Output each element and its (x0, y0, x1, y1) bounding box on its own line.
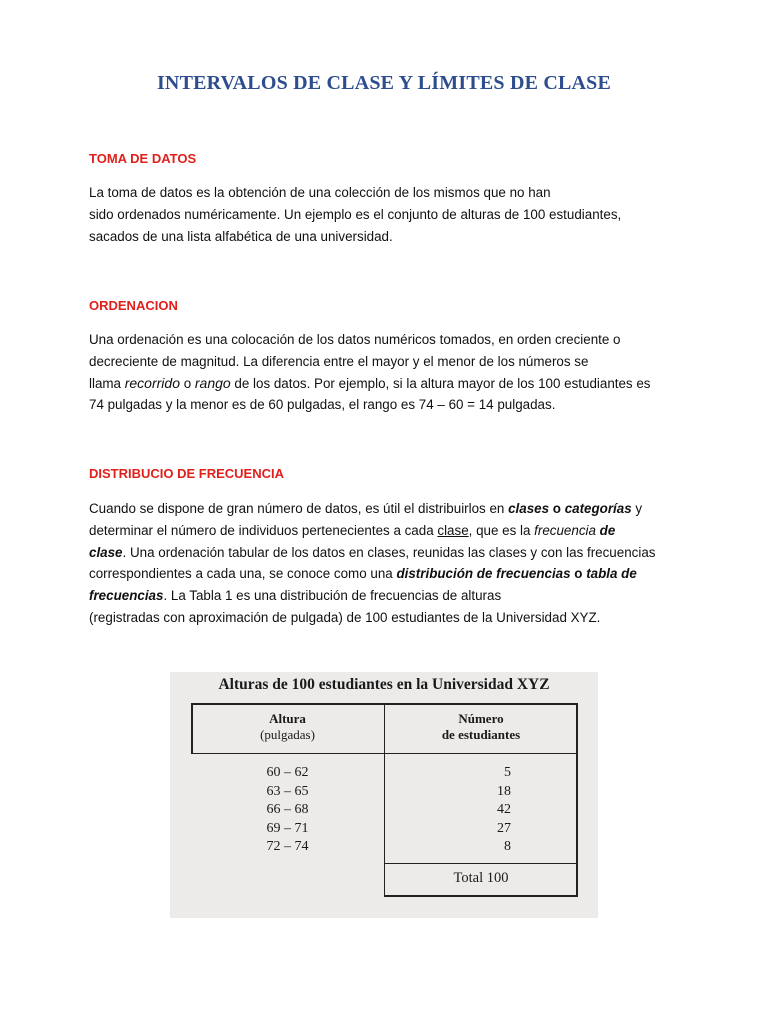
table-cell-range: 66 – 68 (266, 802, 309, 817)
count-column (421, 764, 511, 857)
page-title: INTERVALOS DE CLASE Y LÍMITES DE CLASE (156, 72, 612, 94)
text-line: (registradas con aproximación de pulgada) de 100 estudiantes de la Universidad XYZ. (89, 609, 601, 625)
text-line (89, 373, 651, 395)
heading-ordenacion: ORDENACION (89, 298, 178, 313)
frequency-table-image (170, 672, 598, 918)
table-cell-count: 42 (497, 802, 511, 817)
table-cell-count: 5 (504, 765, 511, 780)
text-line: Una ordenación es una colocación de los datos numéricos tomados, en orden creciente o (89, 332, 621, 347)
header-line: de estudiantes (441, 727, 521, 742)
text-run: Cuando se dispone de gran número de datos, es útil el distribuirlos en (89, 501, 509, 516)
text-line: 74 pulgadas y la menor es de 60 pulgadas, el rango es 74 – 60 = 14 pulgadas. (89, 397, 556, 413)
text-run: determinar el número de individuos pertenecientes a cada (89, 522, 438, 538)
term-frecuencias: frecuencias (89, 588, 164, 604)
text-line: sido ordenados numéricamente. Un ejemplo es el conjunto de alturas de 100 estudiantes, (89, 206, 622, 222)
table-title: Alturas de 100 estudiantes en la Universidad XYZ (218, 676, 550, 693)
text-line (89, 520, 655, 542)
text-run: de (595, 522, 616, 538)
text-run: o (570, 566, 587, 582)
term-categorias: categorías (564, 501, 632, 516)
table-border (384, 895, 578, 897)
term-distribucion-de-frecuencias: distribución de frecuencias (396, 566, 571, 582)
table-cell-count: 18 (497, 783, 511, 799)
term-clase-2: clase (89, 544, 123, 560)
header-line: (pulgadas) (260, 727, 315, 742)
paragraph-ordenacion (89, 329, 651, 416)
term-rango: rango (194, 374, 231, 391)
term-frecuencia: frecuencia (534, 522, 596, 538)
range-column (191, 764, 384, 857)
term-clases: clases (508, 501, 550, 516)
table-cell-range: 69 – 71 (266, 820, 309, 836)
text-run: o (549, 501, 565, 516)
text-run: de los datos. Por ejemplo, si la altura mayor de los 100 estudiantes es (230, 375, 651, 391)
text-run: correspondientes a cada una, se conoce como una (89, 566, 397, 582)
term-recorrido: recorrido (124, 374, 180, 391)
table-cell-range: 60 – 62 (266, 765, 309, 780)
text-line (89, 498, 655, 520)
column-header-altura (191, 711, 384, 743)
text-run: o (179, 375, 195, 391)
table-cell-count: 8 (504, 839, 511, 854)
column-header-numero (384, 711, 578, 743)
heading-distribucion: DISTRIBUCIO DE FRECUENCIA (89, 466, 285, 481)
term-clase: clase (437, 522, 469, 538)
table-cell-range: 72 – 74 (266, 839, 309, 854)
paragraph-toma-de-datos (89, 182, 621, 247)
table-cell-count: 27 (497, 820, 511, 836)
header-line: Número (458, 711, 504, 726)
text-line (89, 563, 655, 585)
paragraph-distribucion (89, 498, 655, 629)
text-line (89, 585, 655, 607)
text-run: llama (89, 375, 125, 391)
header-line: Altura (269, 711, 306, 726)
table-cell-range: 63 – 65 (266, 783, 309, 799)
text-run: . Una ordenación tabular de los datos en clases, reunidas las clases y con las frecuencias (122, 544, 656, 560)
text-line: sacados de una lista alfabética de una universidad. (89, 228, 393, 244)
text-line (89, 542, 655, 564)
text-line: decreciente de magnitud. La diferencia entre el mayor y el menor de los números se (89, 353, 589, 369)
table-border (384, 863, 578, 864)
heading-toma-de-datos: TOMA DE DATOS (89, 151, 197, 166)
text-run: y (631, 501, 643, 516)
term-tabla-de: tabla de (586, 566, 637, 582)
text-line: La toma de datos es la obtención de una colección de los mismos que no han (89, 185, 551, 200)
text-run: , que es la (468, 522, 535, 538)
table-total: Total 100 (453, 870, 509, 886)
text-run: . La Tabla 1 es una distribución de frecuencias de alturas (163, 588, 502, 604)
frequency-table (191, 703, 578, 897)
